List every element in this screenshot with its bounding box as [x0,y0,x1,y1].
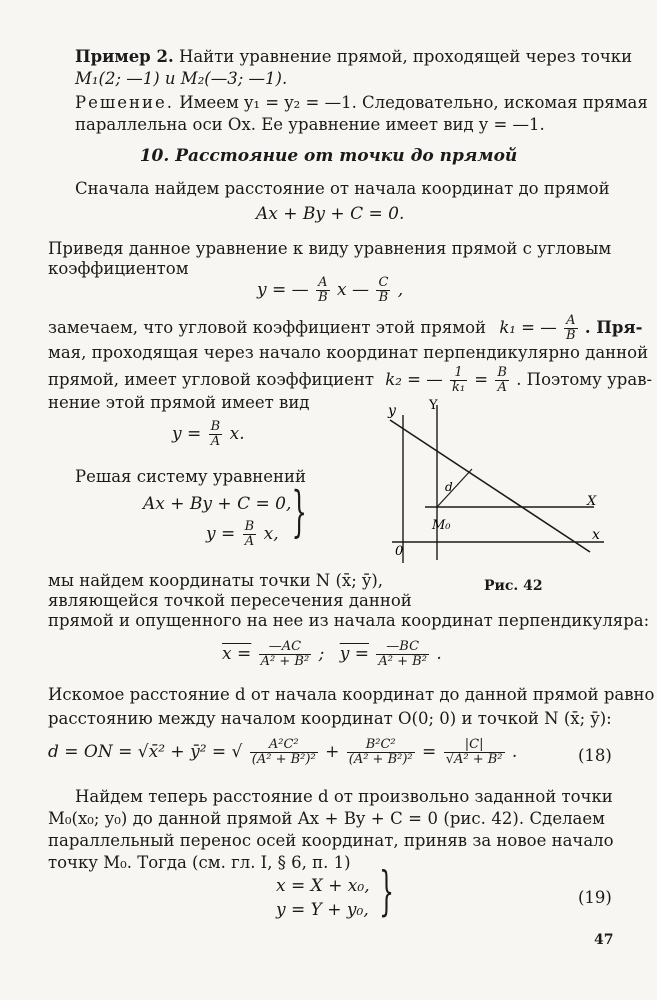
coord-x-lhs: x = [222,644,252,664]
example-points: M₁(2; —1) и M₂(—3; —1). [75,69,288,88]
p3-k1-frac [564,314,578,343]
frac-num: A [564,314,578,329]
p3-text: замечаем, что угловой коэффициент этой прямой [48,318,487,337]
paragraph-2-line-2: коэффициентом [48,259,189,278]
paragraph-2-line-1: Приведя данное уравнение к виду уравнения прямой с угловым [48,239,612,258]
dist-frac-3 [444,738,505,767]
coord-end: . [436,644,442,664]
coord-y-frac [376,640,429,669]
frac-num: |C| [444,738,505,753]
frac-den: A² + B² [260,654,310,669]
frac-den: (A² + B²)² [251,752,316,767]
frac-den: B [566,328,576,343]
eq-slope-mid: x — [337,280,370,300]
equation-number-18: (18) [578,746,612,765]
frac-num: —AC [259,640,312,655]
paragraph-3-line-1 [48,313,643,343]
frac-den: k₁ [451,380,466,395]
example-text: Найти уравнение прямой, проходящей через точки [178,47,633,66]
paragraph-6-line-2: расстоянию между началом координат O(0; 0) и точкой N (x̄; ȳ): [48,709,612,728]
sys-prefix: y = [206,524,236,544]
label-y-old: y [388,403,396,419]
frac-den: B [378,290,389,305]
transform-brace: } [379,862,394,922]
page-number: 47 [594,932,614,948]
equation-number-19: (19) [578,888,612,907]
frac-num: 1 [450,366,467,381]
system-brace: } [291,480,307,543]
p3-k2-frac-2 [495,366,509,395]
solution-line-1 [75,92,648,114]
transform-line-1: x = X + x₀, [276,876,370,896]
eq-slope-prefix: y = — [257,280,309,300]
section-heading: 10. Расстояние от точки до прямой [139,146,518,166]
system-line-2 [206,520,279,549]
frac-num: B [244,519,255,534]
frac-den: √A² + B² [445,752,503,767]
label-y-new: Y [429,398,438,413]
paragraph-1: Сначала найдем расстояние от начала координат до прямой [75,179,610,198]
paragraph-3-line-4: нение этой прямой имеет вид [48,393,310,412]
p3-l3-end: . Поэтому урав- [516,370,653,389]
paragraph-5-line-3: прямой и опущенного на нее из начала координат перпендикуляра: [48,611,650,630]
sys-suffix: x, [263,524,279,544]
given-line [390,420,590,552]
eq-slope-frac-2 [376,276,390,305]
p3-end: . Пря- [584,318,643,337]
frac-den: A [244,534,255,549]
solution-text: Имеем y₁ = y₂ = —1. Следовательно, искомая прямая [179,93,648,112]
p3-k1: k₁ = — [499,318,557,337]
eq-slope-suffix: , [397,280,404,300]
dist-end: . [511,742,518,762]
label-d: d [445,480,453,494]
eq-perp-suffix: x. [229,424,245,444]
frac-num: B [497,365,507,380]
solution-label: Решение. [75,93,174,112]
dist-eq: = [422,742,437,762]
p3-k2-frac-1 [450,366,467,395]
solution-line-2: параллельна оси Ox. Ее уравнение имеет вид y = —1. [75,115,545,134]
dist-frac-2 [347,738,415,767]
example-line-1 [75,46,633,68]
label-x-new: X [587,494,597,509]
dist-plus: + [325,742,340,762]
coord-sep: ; [318,644,325,664]
frac-den: B [318,290,328,305]
paragraph-6-line-1: Искомое расстояние d от начала координат до данной прямой равно [48,685,655,704]
paragraph-3-line-3 [48,365,653,395]
paragraph-5-line-1: мы найдем координаты точки N (x̄; ȳ), [48,571,384,590]
paragraph-7-line-4: точку M₀. Тогда (см. гл. I, § 6, п. 1) [48,853,351,872]
frac-num: B²C² [347,738,415,753]
paragraph-7-line-3: параллельный перенос осей координат, приняв за новое начало [48,831,614,850]
paragraph-7-line-2: M₀(x₀; y₀) до данной прямой Ax + By + C = 0 (рис. 42). Сделаем [48,809,605,828]
frac-den: (A² + B²)² [348,752,413,767]
label-origin: 0 [395,544,404,559]
p3-k2: k₂ = — [385,370,443,389]
paragraph-4: Решая систему уравнений [75,467,307,486]
p3-eq: = [474,370,489,389]
eq-perp-frac [209,420,223,449]
system-line-1: Ax + By + C = 0, [143,494,292,514]
dist-lhs: d = ON = √x̄² + ȳ² = √ [48,742,243,762]
perpendicular-segment [437,469,472,507]
frac-num: B [210,419,221,434]
coord-y-lhs: y = [339,644,369,664]
distance-formula [48,738,517,767]
coordinates-n [222,640,442,669]
paragraph-7-line-1: Найдем теперь расстояние d от произвольно заданной точки [75,787,613,806]
paragraph-3-line-2: мая, проходящая через начало координат перпендикулярно данной [48,343,649,362]
example-label: Пример 2. [75,47,174,66]
sys-frac [243,520,257,549]
transform-line-2: y = Y + y₀, [276,900,369,920]
frac-den: A [210,434,221,449]
label-m0: M₀ [432,518,451,533]
frac-den: A² + B² [378,654,427,669]
label-x-old: x [592,527,600,543]
dist-frac-1 [250,738,318,767]
p3-l3-text: прямой, имеет угловой коэффициент [48,370,375,389]
frac-num: A [316,276,330,291]
eq-perp-prefix: y = [172,424,202,444]
frac-num: A²C² [250,738,318,753]
equation-slope-form [257,276,403,305]
equation-general: Ax + By + C = 0. [256,204,405,224]
coord-x-frac [259,640,312,669]
frac-num: —BC [376,640,429,655]
paragraph-5-line-2: являющейся точкой пересечения данной [48,591,412,610]
figure-caption: Рис. 42 [484,578,543,594]
equation-perpendicular [172,420,245,449]
figure-42 [380,395,610,570]
eq-slope-frac-1 [316,276,330,305]
frac-den: A [497,380,507,395]
frac-num: C [378,275,389,290]
